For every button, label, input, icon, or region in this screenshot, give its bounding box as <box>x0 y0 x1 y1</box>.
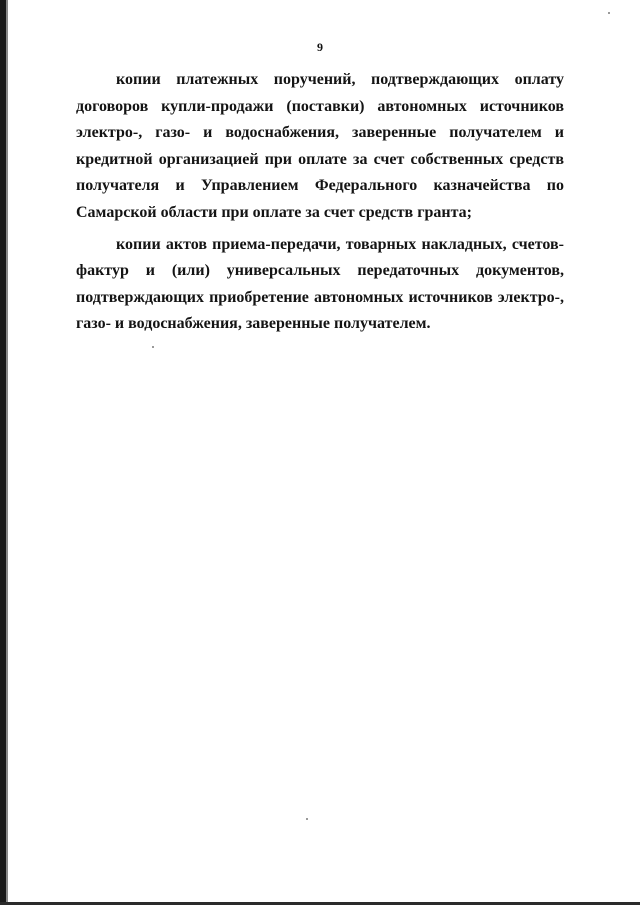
scan-speck <box>152 346 154 348</box>
scan-speck <box>306 818 308 820</box>
scan-edge-shadow <box>6 0 8 905</box>
page-number: 9 <box>317 40 323 54</box>
scan-speck <box>608 12 610 14</box>
paragraph-transfer-acts: копии актов приема-передачи, товарных накладных, счетов-фактур и (или) универсальных передаточных документов, подтверждающих приобретение автономных источников электро-, газо- и водоснабжения, заверенные получателем. <box>76 235 564 333</box>
paragraph-payment-orders: копии платежных поручений, подтверждающих оплату договоров купли-продажи (поставки) автономных источников электро-, газо- и водоснабжения, заверенные получателем и кредитной организацией при оплате за счет собственных средств получателя и Управлением Федерального казначейства по Самарской области при оплате за счет средств гранта; <box>76 71 564 221</box>
document-body <box>76 67 564 343</box>
